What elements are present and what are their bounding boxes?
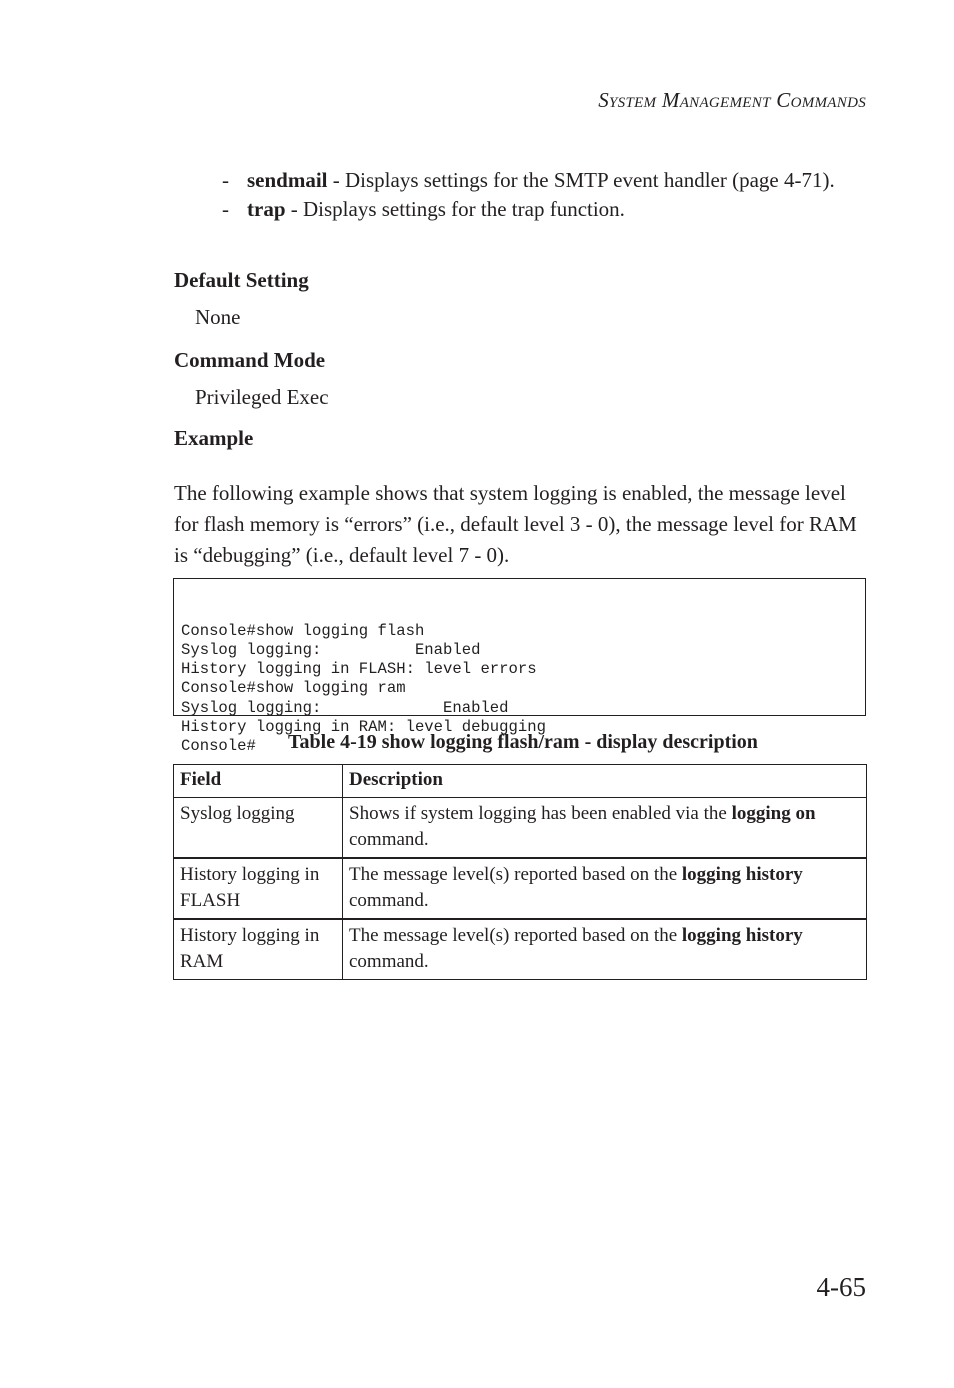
running-header: System Management Commands [598, 88, 866, 112]
option-description: - Displays settings for the SMTP event handler (page 4-71). [327, 168, 835, 192]
field-cell: History logging in RAM [174, 919, 343, 980]
table-caption: Table 4-19 show logging flash/ram - display description [288, 731, 758, 753]
description-table [173, 764, 867, 980]
command-mode-value: Privileged Exec [195, 385, 329, 409]
column-header-description: Description [343, 765, 867, 798]
default-setting-value: None [195, 305, 241, 329]
table-row [174, 858, 867, 919]
code-line: History logging in FLASH: level errors [181, 660, 537, 679]
list-item [222, 166, 862, 195]
option-description: - Displays settings for the trap function. [285, 197, 625, 221]
code-line: Console# [181, 737, 256, 756]
example-paragraph: The following example shows that system logging is enabled, the message level for flash memory is “errors” (i.e., default level 3 - 0), the message level for RAM is “debugging” (i.e., default level 7 - 0). [174, 481, 857, 567]
description-text: The message level(s) reported based on the [349, 925, 682, 946]
description-cell [343, 858, 867, 919]
default-setting-heading: Default Setting [174, 268, 309, 292]
code-line: Console#show logging ram [181, 679, 406, 698]
bullet-dash: - [222, 197, 229, 221]
description-cell [343, 798, 867, 859]
description-text: command. [349, 829, 429, 850]
command-name: logging history [681, 925, 803, 946]
code-line: History logging in RAM: level debugging [181, 718, 546, 737]
column-header-field: Field [174, 765, 343, 798]
description-text: Shows if system logging has been enabled via the [349, 803, 732, 824]
description-text: command. [349, 951, 429, 972]
command-name: logging history [681, 864, 803, 885]
option-term: sendmail [247, 168, 328, 192]
table-row [174, 919, 867, 980]
field-cell: Syslog logging [174, 798, 343, 859]
code-line: Syslog logging: Enabled [181, 640, 481, 659]
list-item [222, 195, 862, 224]
code-line: Syslog logging: Enabled [181, 698, 509, 717]
page-number: 4-65 [816, 1272, 866, 1302]
table-header-row [174, 765, 867, 798]
description-cell [343, 919, 867, 980]
field-cell: History logging in FLASH [174, 858, 343, 919]
description-text: command. [349, 890, 429, 911]
command-mode-heading: Command Mode [174, 348, 326, 372]
option-term: trap [247, 197, 286, 221]
description-text: The message level(s) reported based on the [349, 864, 682, 885]
command-name: logging on [731, 803, 816, 824]
code-line: Console#show logging flash [181, 621, 425, 640]
example-heading: Example [174, 426, 254, 450]
table-row [174, 798, 867, 859]
option-list [222, 166, 862, 224]
bullet-dash: - [222, 168, 229, 192]
